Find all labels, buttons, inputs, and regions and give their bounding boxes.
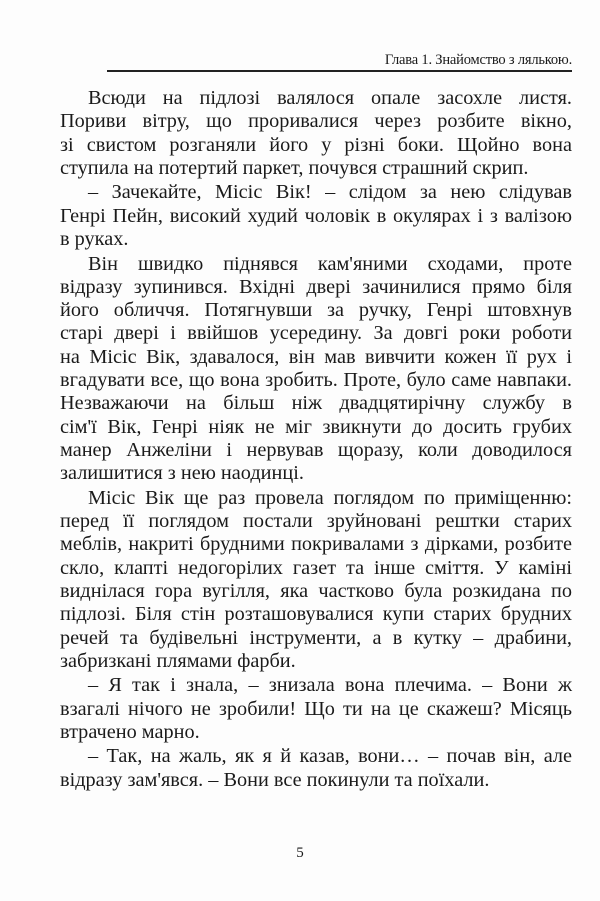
text-line: манер Анжеліни і нервував щоразу, коли доводилося [60, 438, 572, 461]
text-line: його обличчя. Потягнувши за ручку, Генрі штовхнув [60, 299, 572, 322]
text-line: речей та будівельні інструменти, а в кутку – драбини, [60, 626, 572, 649]
text-line: на Місіс Вік, здавалося, він мав вивчити кожен її рух і [60, 345, 572, 368]
text-line: вгадувати все, що вона зробить. Проте, було саме навпаки. [60, 369, 572, 391]
text-line: ступила на потертий паркет, почувся страшний скрип. [60, 156, 529, 179]
text-line: скло, клапті недогорілих газет та інше сміття. У каміні [60, 556, 572, 579]
text-line: Всюди на підлозі валялося опале засохле листя. [88, 87, 572, 109]
text-line: виднілася гора вугілля, яка частково була розкидана по [60, 579, 572, 602]
text-line: зі свистом розганяли його у різні боки. Щойно вона [60, 133, 572, 156]
text-line: Він швидко піднявся кам'яними сходами, проте [88, 252, 572, 275]
text-line: старі двері і ввійшов усередину. За довгі роки роботи [60, 322, 572, 345]
text-line: Генрі Пейн, високий худий чоловік в окулярах і з валізою [60, 204, 572, 227]
text-line: – Так, на жаль, як я й казав, вони… – почав він, але [88, 745, 572, 768]
text-line: Місіс Вік ще раз провела поглядом по приміщенню: [88, 486, 572, 509]
text-line: відразу зупинився. Вхідні двері зачинилися прямо біля [60, 275, 572, 298]
text-line: в руках. [60, 228, 129, 250]
running-head-chapter-title: Глава 1. Знайомство з лялькою. [384, 52, 572, 68]
text-line: перед її поглядом постали зруйновані рештки старих [60, 510, 572, 532]
text-line: забризкані плямами фарби. [60, 649, 296, 672]
page-number: 5 [296, 845, 304, 861]
text-line: взагалі нічого не зробили! Що ти на це скажеш? Місяць [60, 697, 572, 720]
text-line: відразу зам'явся. – Вони все покинули та поїхали. [60, 768, 490, 791]
text-line: залишитися з нею наодинці. [60, 462, 304, 485]
text-line: меблів, накриті брудними покривалами з дірками, розбите [60, 533, 572, 556]
header-rule [107, 70, 572, 72]
text-line: підлозі. Біля стін розташовувалися купи старих брудних [60, 603, 572, 626]
text-line: сім'ї Вік, Генрі ніяк не міг звикнути до досить грубих [60, 415, 572, 438]
text-line: Незважаючи на більш ніж двадцятирічну службу в [60, 392, 572, 415]
text-line: втрачено марно. [60, 720, 200, 743]
text-line: – Я так і знала, – знизала вона плечима. – Вони ж [88, 674, 572, 697]
text-line: Пориви вітру, що проривалися через розбите вікно, [60, 110, 572, 133]
text-line: – Зачекайте, Місіс Вік! – слідом за нею слідував [88, 181, 572, 204]
